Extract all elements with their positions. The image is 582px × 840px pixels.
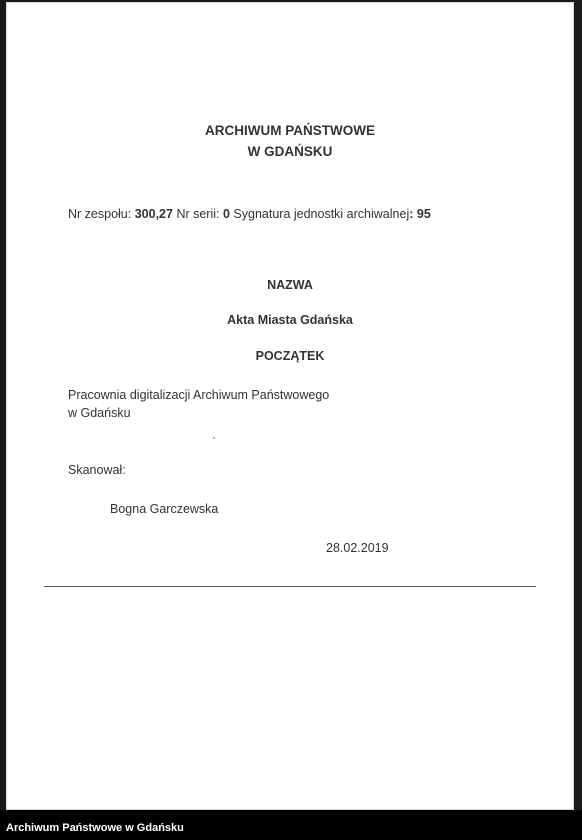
identifiers-line [68, 205, 431, 223]
series-label: Nr serii: [176, 207, 220, 221]
fond-value: 300,27 [134, 207, 173, 221]
paper-speck [213, 437, 215, 439]
horizontal-rule [44, 586, 536, 587]
begin-heading: POCZĄTEK [255, 349, 325, 363]
scan-date: 28.02.2019 [326, 541, 389, 555]
name-value: Akta Miasta Gdańska [227, 313, 353, 327]
signature-colon: : [409, 207, 414, 221]
signature-value: 95 [416, 207, 431, 221]
lab-line2: w Gdańsku [68, 406, 131, 420]
fond-label: Nr zespołu: [68, 207, 132, 221]
archive-title-line1: ARCHIWUM PAŃSTWOWE [205, 123, 375, 138]
footer-caption: Archiwum Państwowe w Gdańsku [6, 822, 184, 834]
scanned-by-label: Skanował: [68, 463, 126, 477]
lab-line1: Pracownia digitalizacji Archiwum Państwowego [68, 388, 330, 402]
paper-sheet [6, 2, 574, 810]
archive-title-line2: W GDAŃSKU [247, 144, 333, 159]
series-value: 0 [222, 207, 230, 221]
signature-label: Sygnatura jednostki archiwalnej [233, 207, 410, 221]
scan-operator: Bogna Garczewska [110, 502, 219, 516]
footer-bar [0, 810, 582, 840]
name-heading: NAZWA [267, 278, 313, 292]
